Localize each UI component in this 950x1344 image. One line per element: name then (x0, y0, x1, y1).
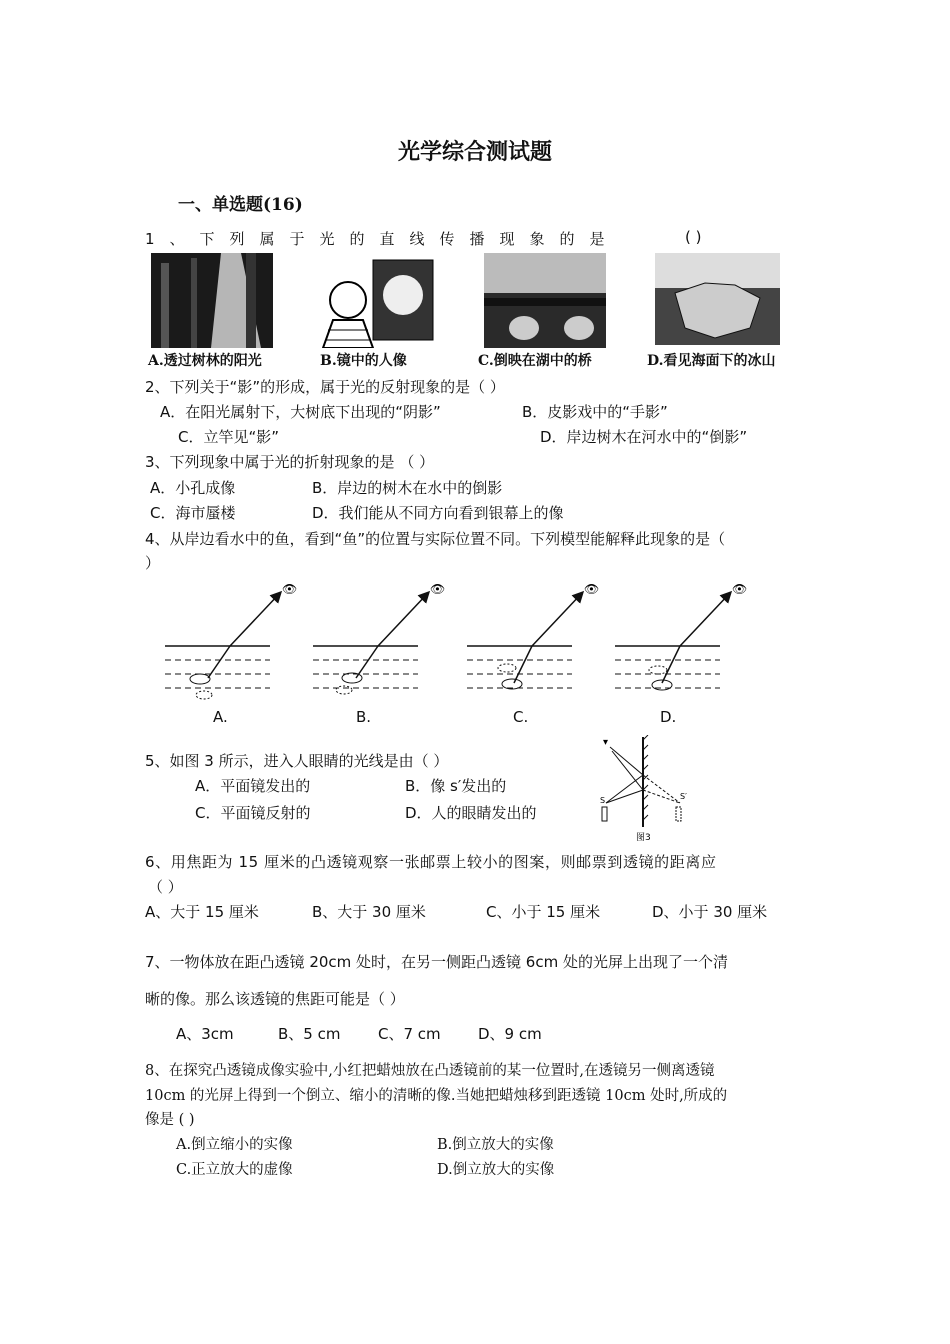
question-8-option-d: D.倒立放大的实像 (437, 1162, 555, 1178)
question-1-text: 1、下列属于光的直线传播现象的是 (145, 230, 620, 248)
question-5-stem: 5、如图 3 所示，进入人眼睛的光线是由（ ） (145, 752, 449, 770)
question-2-option-c: C．立竿见“影” (178, 428, 280, 446)
svg-text:👁: 👁 (430, 582, 446, 596)
question-3-option-c: C．海市蜃楼 (150, 504, 236, 522)
question-6-blank: （ ） (148, 878, 183, 896)
question-8-stem: 8、在探究凸透镜成像实验中,小红把蜡烛放在凸透镜前的某一位置时,在透镜另一侧离透镜 (145, 1063, 715, 1079)
photo-forest-sunlight (151, 253, 273, 348)
diagram-label-b: B. (356, 708, 372, 726)
mirror-figure-3 (598, 735, 693, 845)
photo-mirror-portrait (318, 255, 438, 348)
diagram-label-d: D. (660, 708, 677, 726)
diagram-label-c: C. (513, 708, 529, 726)
photo-bridge-reflection (484, 253, 606, 348)
question-2-option-a: A．在阳光属射下，大树底下出现的“阴影” (160, 403, 441, 421)
caption-c: C.倒映在湖中的桥 (478, 353, 592, 369)
question-8-stem-end: 像是 ( ) (145, 1112, 195, 1128)
question-2-option-b: B．皮影戏中的“手影” (522, 403, 668, 421)
svg-text:👁: 👁 (282, 582, 298, 596)
question-7-option-d: D、9 cm (478, 1025, 542, 1043)
question-8-option-c: C.正立放大的虚像 (176, 1162, 293, 1178)
question-1-stem (145, 228, 702, 249)
question-3-option-a: A．小孔成像 (150, 479, 236, 497)
question-8-option-b: B.倒立放大的实像 (437, 1137, 554, 1153)
question-5-option-b: B．像 s′发出的 (405, 777, 507, 795)
question-3-option-b: B．岸边的树木在水中的倒影 (312, 479, 503, 497)
question-7-stem-cont: 晰的像。那么该透镜的焦距可能是（ ） (145, 990, 405, 1008)
question-7-option-a: A、3cm (176, 1025, 234, 1043)
image-s-prime-label: S′ (680, 792, 687, 801)
photo-iceberg (655, 253, 780, 345)
fish-refraction-diagrams (160, 578, 760, 728)
diagram-d (615, 582, 747, 690)
caption-a: A.透过树林的阳光 (148, 353, 262, 369)
question-6-stem: 6、用焦距为 15 厘米的凸透镜观察一张邮票上较小的图案，则邮票到透镜的距离应 (145, 853, 717, 871)
question-7-option-b: B、5 cm (278, 1025, 341, 1043)
source-s-label: S (600, 796, 606, 805)
diagram-c (467, 582, 599, 689)
question-6-option-c: C、小于 15 厘米 (486, 903, 601, 921)
diagram-a (165, 582, 297, 699)
question-6-option-a: A、大于 15 厘米 (145, 903, 259, 921)
question-4-stem-cont: ） (145, 554, 161, 572)
question-3-stem: 3、下列现象中属于光的折射现象的是 （ ） (145, 453, 435, 471)
answer-blank: ( ) (685, 228, 702, 246)
question-4-stem: 4、从岸边看水中的鱼，看到“鱼”的位置与实际位置不同。下列模型能解释此现象的是（ (145, 530, 726, 548)
question-5-option-c: C．平面镜反射的 (195, 804, 311, 822)
question-7-option-c: C、7 cm (378, 1025, 441, 1043)
question-6-option-b: B、大于 30 厘米 (312, 903, 426, 921)
diagram-b (313, 582, 445, 694)
question-3-option-d: D．我们能从不同方向看到银幕上的像 (312, 504, 564, 522)
svg-text:👁: 👁 (732, 582, 748, 596)
diagram-label-a: A. (213, 708, 228, 726)
svg-text:▾: ▾ (603, 737, 609, 748)
caption-d: D.看见海面下的冰山 (647, 353, 776, 369)
question-5-option-d: D．人的眼睛发出的 (405, 804, 537, 822)
question-2-option-d: D．岸边树木在河水中的“倒影” (540, 428, 748, 446)
section-heading: 一、单选题(16) (178, 195, 303, 215)
question-8-option-a: A.倒立缩小的实像 (176, 1137, 293, 1153)
question-8-stem-cont: 10cm 的光屏上得到一个倒立、缩小的清晰的像.当她把蜡烛移到距透镜 10cm 处时,所成的 (145, 1088, 728, 1104)
question-7-stem: 7、一物体放在距凸透镜 20cm 处时，在另一侧距凸透镜 6cm 处的光屏上出现了一个清 (145, 953, 728, 971)
question-2-stem: 2、下列关于“影”的形成，属于光的反射现象的是（ ） (145, 378, 505, 396)
question-5-option-a: A．平面镜发出的 (195, 777, 311, 795)
caption-b: B.镜中的人像 (320, 353, 407, 369)
figure-3-label: 图3 (636, 833, 651, 843)
page-title: 光学综合测试题 (397, 139, 552, 165)
question-6-option-d: D、小于 30 厘米 (652, 903, 768, 921)
svg-text:👁: 👁 (584, 582, 600, 596)
